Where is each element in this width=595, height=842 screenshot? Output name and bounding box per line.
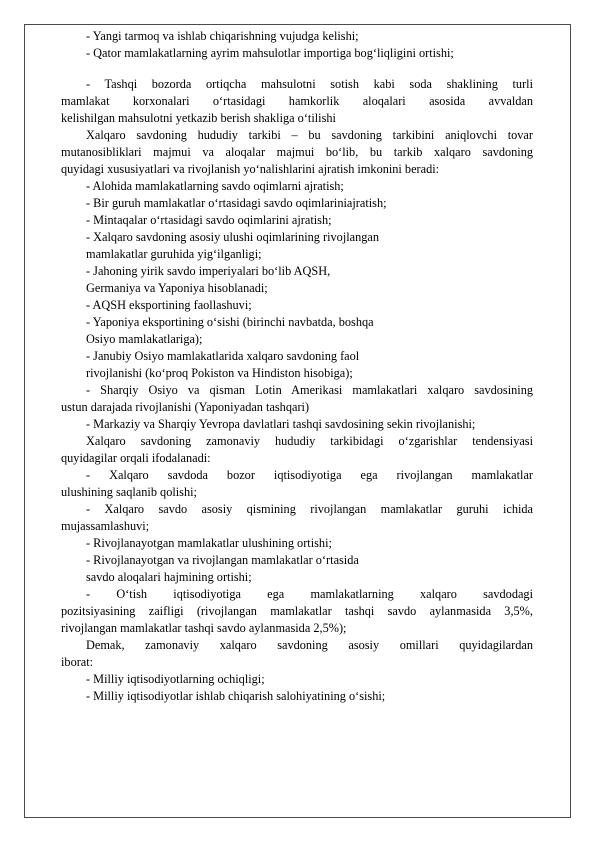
text-line: quyidagilar orqali ifodalanadi: [61, 451, 211, 465]
text-line: - Jahoning yirik savdo imperiyalari bo‘lib AQSH, [86, 264, 331, 278]
text-line: Xalqaro savdoning hududiy tarkibi – bu savdoning tarkibini aniqlovchi tovar [86, 128, 533, 142]
text-line: - Mintaqalar o‘rtasidagi savdo oqimlarini ajratish; [86, 213, 332, 227]
text-line: - Xalqaro savdoda bozor iqtisodiyotiga ega rivojlangan mamlakatlar [86, 468, 533, 482]
document-page [61, 28, 533, 705]
text-line: - Qator mamlakatlarning ayrim mahsulotlar importiga bog‘liqligini ortishi; [86, 46, 454, 60]
text-line: iborat: [61, 655, 94, 669]
text-line: - Alohida mamlakatlarning savdo oqimlarni ajratish; [86, 179, 344, 193]
text-line: rivojlanishi (ko‘proq Pokiston va Hindiston hisobiga); [86, 366, 353, 380]
text-line: mutanosibliklari majmui va aloqalar majmui bo‘lib, bu tarkib xalqaro savdoning [61, 145, 533, 159]
text-line: - Tashqi bozorda ortiqcha mahsulotni sotish kabi soda shaklining turli [86, 77, 533, 91]
text-line: Germaniya va Yaponiya hisoblanadi; [86, 281, 268, 295]
text-line: rivojlangan mamlakatlar tashqi savdo aylanmasida 2,5%); [61, 621, 347, 635]
text-line: pozitsiyasining zaifligi (rivojlangan mamlakatlar tashqi savdo aylanmasida 3,5%, [61, 604, 533, 618]
text-line: - Rivojlanayotgan va rivojlangan mamlakatlar o‘rtasida [86, 553, 359, 567]
text-line: Xalqaro savdoning zamonaviy hududiy tarkibidagi o‘zgarishlar tendensiyasi [86, 434, 533, 448]
text-line: mujassamlashuvi; [61, 519, 150, 533]
text-line: - Xalqaro savdo asosiy qismining rivojlangan mamlakatlar guruhi ichida [86, 502, 533, 516]
text-line: - Yangi tarmoq va ishlab chiqarishning vujudga kelishi; [86, 29, 359, 43]
text-line: - Bir guruh mamlakatlar o‘rtasidagi savdo oqimlariniajratish; [86, 196, 387, 210]
text-line: mamlakat korxonalari o‘rtasidagi hamkorlik aloqalari asosida avvaldan [61, 94, 533, 108]
text-line: Demak, zamonaviy xalqaro savdoning asosiy omillari quyidagilardan [86, 638, 533, 652]
text-line: - Sharqiy Osiyo va qisman Lotin Amerikasi mamlakatlari xalqaro savdosining [86, 383, 533, 397]
text-line: - O‘tish iqtisodiyotiga ega mamlakatlarning xalqaro savdodagi [86, 587, 533, 601]
text-line: ulushining saqlanib qolishi; [61, 485, 197, 499]
text-line: - Yaponiya eksportining o‘sishi (birinchi navbatda, boshqa [86, 315, 374, 329]
text-line: - Rivojlanayotgan mamlakatlar ulushining ortishi; [86, 536, 332, 550]
text-line: - AQSH eksportining faollashuvi; [86, 298, 252, 312]
text-line: ustun darajada rivojlanishi (Yaponiyadan tashqari) [61, 400, 310, 414]
text-line: quyidagi xususiyatlari va rivojlanish yo‘nalishlarini ajratish imkonini beradi: [61, 162, 440, 176]
text-line: mamlakatlar guruhida yig‘ilganligi; [86, 247, 262, 261]
text-line: Osiyo mamlakatlariga); [86, 332, 203, 346]
blank-line [61, 62, 533, 76]
text-line: - Xalqaro savdoning asosiy ulushi oqimlarining rivojlangan [86, 230, 380, 244]
text-line: - Markaziy va Sharqiy Yevropa davlatlari tashqi savdosining sekin rivojlanishi; [86, 417, 476, 431]
text-line: savdo aloqalari hajmining ortishi; [86, 570, 252, 584]
text-line: - Milliy iqtisodiyotlarning ochiqligi; [86, 672, 265, 686]
text-line: - Janubiy Osiyo mamlakatlarida xalqaro savdoning faol [86, 349, 360, 363]
text-line: - Milliy iqtisodiyotlar ishlab chiqarish salohiyatining o‘sishi; [86, 689, 386, 703]
text-line: kelishilgan mahsulotni yetkazib berish shakliga o‘tilishi [61, 111, 336, 125]
